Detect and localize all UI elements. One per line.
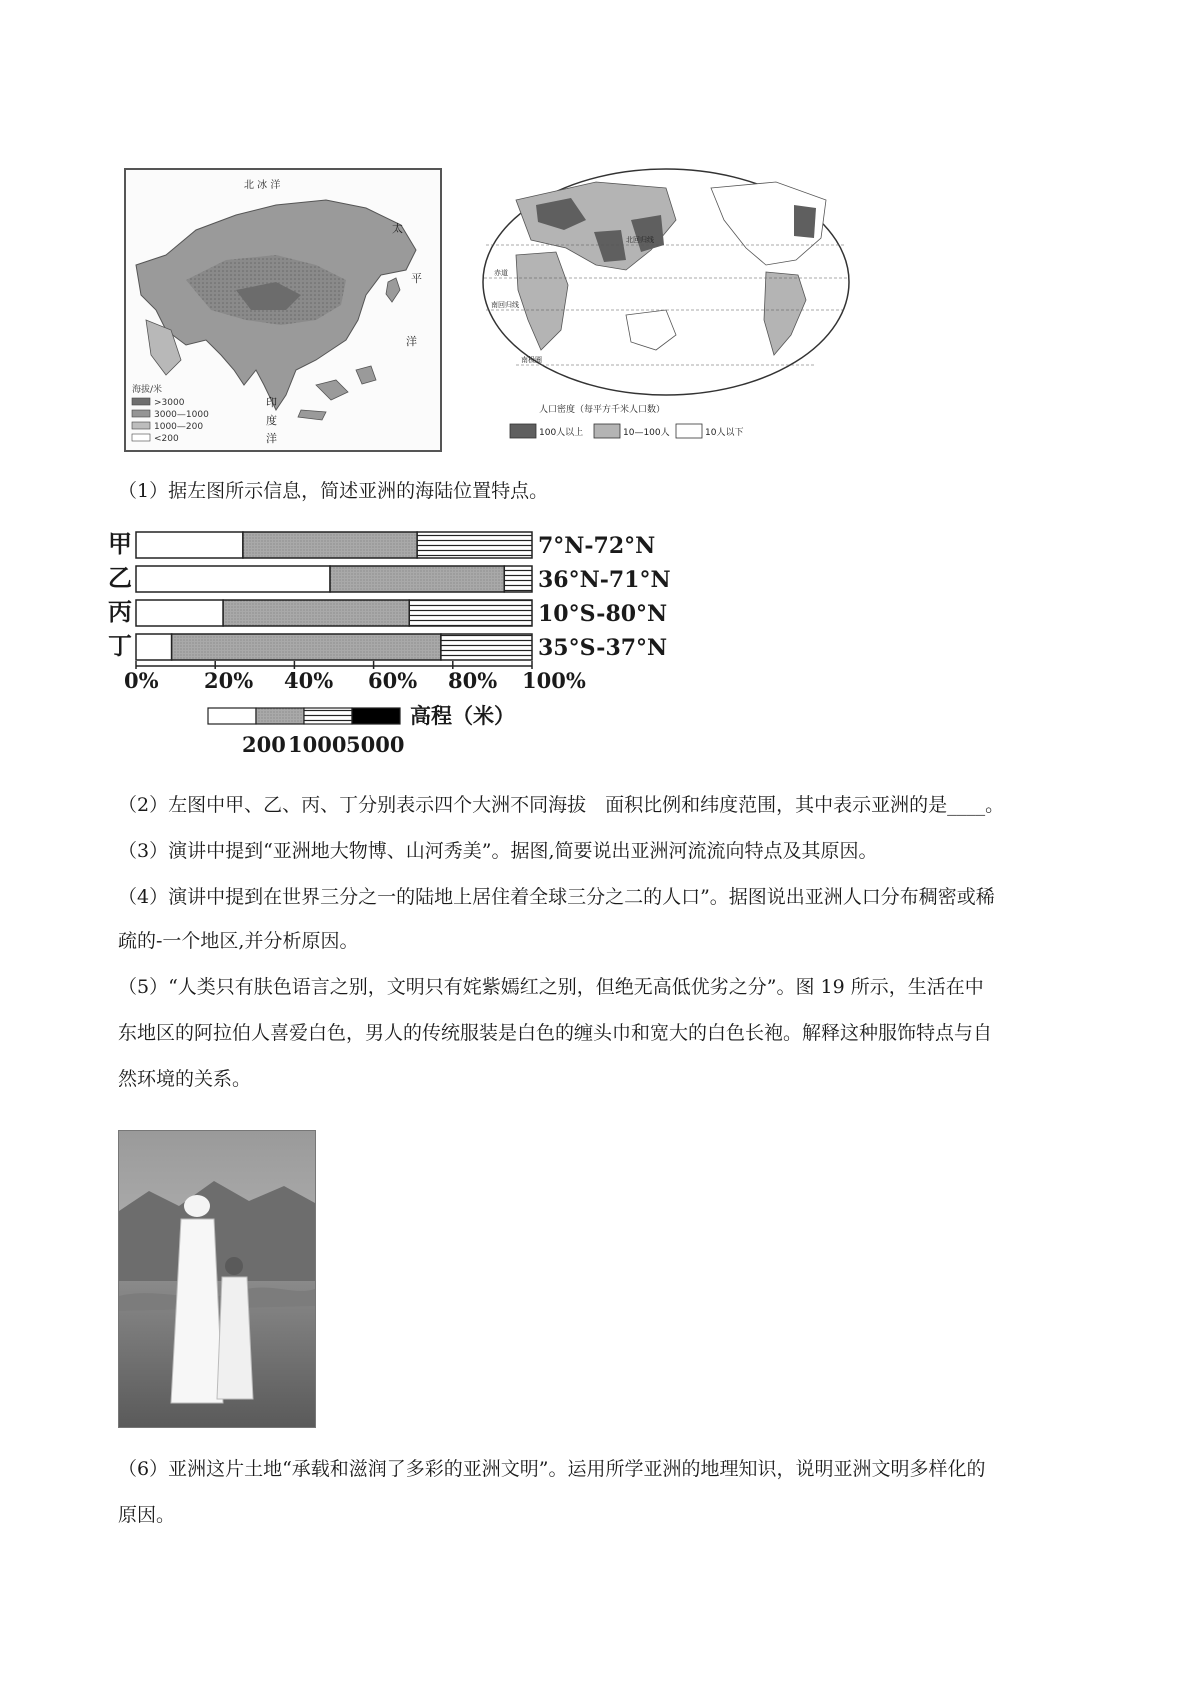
elevation-legend-item: >3000 — [154, 398, 185, 408]
elevation-legend-item: 1000—200 — [154, 422, 204, 432]
latitude-range-label: 7°N-72°N — [538, 533, 656, 559]
indian-label-3: 洋 — [266, 432, 277, 445]
x-tick-label: 0% — [124, 668, 159, 693]
bar-segment — [136, 566, 330, 592]
bar-segment — [223, 600, 409, 626]
legend-swatch — [304, 708, 352, 724]
equator-label: 赤道 — [494, 269, 508, 277]
category-label: 甲 — [108, 529, 132, 558]
asia-map-graphic — [126, 170, 440, 450]
elevation-legend-item: 3000—1000 — [154, 410, 209, 420]
arctic-ocean-label: 北 冰 洋 — [244, 180, 281, 191]
bar-segment — [136, 634, 172, 660]
pacific-label-1: 太 — [392, 222, 403, 235]
question-5-line-3: 然环境的关系。 — [118, 1068, 252, 1090]
north-tropic-label: 北回归线 — [626, 236, 654, 244]
legend-tick: 1000 — [288, 732, 347, 757]
x-tick-label: 40% — [284, 668, 334, 693]
question-6-line-2: 原因。 — [118, 1504, 176, 1526]
bar-segment — [409, 600, 532, 626]
bar-segment — [417, 532, 532, 558]
question-4-line-2: 疏的-一个地区,并分析原因。 — [118, 930, 359, 952]
population-legend-item: 10人以下 — [705, 428, 744, 438]
legend-tick: 5000 — [346, 732, 405, 757]
population-legend-item: 100人以上 — [539, 428, 584, 438]
legend-title: 高程（米） — [410, 703, 515, 728]
bar-segment — [172, 634, 441, 660]
arab-clothing-photo — [118, 1130, 316, 1428]
latitude-range-label: 10°S-80°N — [538, 601, 668, 627]
photo-graphic — [119, 1131, 315, 1427]
south-tropic-label: 南回归线 — [491, 301, 519, 309]
x-tick-label: 100% — [522, 668, 586, 693]
elevation-legend-title: 海拔/米 — [132, 385, 163, 395]
bar-segment — [441, 634, 532, 660]
southeast-islands — [298, 366, 376, 420]
indian-label-1: 印 — [266, 396, 277, 409]
asia-elevation-map — [124, 168, 442, 452]
bar-segment — [136, 532, 243, 558]
dense-na — [794, 205, 816, 238]
category-label: 丁 — [108, 631, 132, 660]
category-label: 乙 — [108, 563, 132, 592]
latitude-range-label: 36°N-71°N — [538, 567, 671, 593]
x-tick-label: 60% — [368, 668, 418, 693]
legend-tick: 200 — [242, 732, 286, 757]
question-4-line-1: （4）演讲中提到在世界三分之一的陆地上居住着全球三分之二的人口”。据图说出亚洲人口分布稠密或稀 — [118, 886, 995, 908]
x-tick-label: 20% — [204, 668, 254, 693]
indian-label-2: 度 — [266, 414, 277, 427]
bar-segment — [330, 566, 504, 592]
question-6-line-1: （6）亚洲这片土地“承载和滋润了多彩的亚洲文明”。运用所学亚洲的地理知识，说明亚洲文明多样化的 — [118, 1458, 986, 1480]
legend-swatch — [352, 708, 400, 724]
elevation-legend-item: <200 — [154, 434, 179, 444]
bar-segment — [136, 600, 223, 626]
question-3: （3）演讲中提到“亚洲地大物博、山河秀美”。据图,简要说出亚洲河流流向特点及其原因。 — [118, 840, 878, 862]
population-legend-title: 人口密度（每平方千米人口数） — [539, 405, 666, 415]
world-population-map — [476, 160, 856, 455]
latitude-range-label: 35°S-37°N — [538, 635, 668, 661]
bar-segment — [504, 566, 532, 592]
antarctic-circle-label: 南极圈 — [521, 356, 542, 364]
pacific-label-3: 洋 — [406, 335, 417, 348]
japan-islands — [386, 278, 400, 302]
question-2: （2）左图中甲、乙、丙、丁分别表示四个大洲不同海拔 面积比例和纬度范围，其中表示亚洲的是____。 — [118, 794, 1005, 816]
legend-swatch — [208, 708, 256, 724]
category-label: 丙 — [108, 597, 132, 626]
question-5-line-1: （5）“人类只有肤色语言之别，文明只有姹紫嫣红之别，但绝无高低优劣之分”。图 19 所示，生活在中 — [118, 976, 984, 998]
population-legend-item: 10—100人 — [623, 428, 670, 438]
x-tick-label: 80% — [448, 668, 498, 693]
question-1: （1）据左图所示信息，简述亚洲的海陆位置特点。 — [118, 480, 549, 502]
bar-segment — [243, 532, 417, 558]
elevation-chart — [108, 528, 728, 762]
question-5-line-2: 东地区的阿拉伯人喜爱白色，男人的传统服装是白色的缠头巾和宽大的白色长袍。解释这种服饰特点与自 — [118, 1022, 993, 1044]
world-map-graphic — [476, 160, 856, 455]
pacific-label-2: 平 — [411, 272, 422, 285]
legend-swatch — [256, 708, 304, 724]
